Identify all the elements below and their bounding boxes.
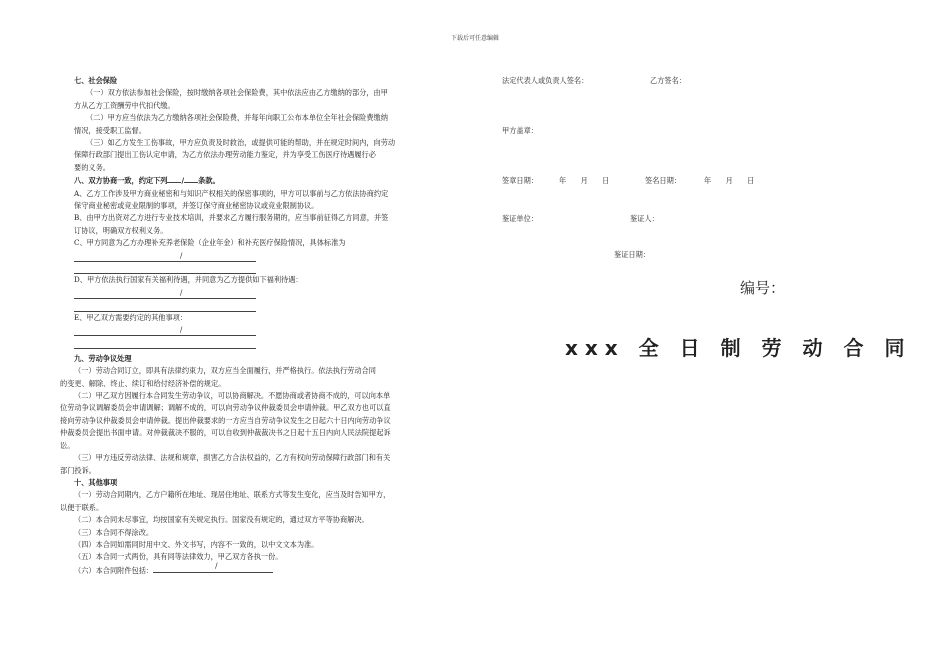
- blank-slash: /: [180, 288, 183, 297]
- clause-text: [60, 561, 448, 577]
- blank-slash: /: [180, 251, 183, 260]
- section-8-title: [60, 174, 448, 187]
- clause-text: （三）如乙方发生工伤事故，甲方应负责及时救治，或提供可能的帮助，并在规定时间内，向劳动: [86, 138, 396, 148]
- clause-text: 位劳动争议调解委员会申请调解；调解不成的，可以向劳动争议仲裁委员会申请仲裁。甲乙双方也可以直: [60, 403, 391, 413]
- contract-clauses: [60, 75, 448, 577]
- clause-text: （一）劳动合同期内，乙方户籍所在地址、现居住地址、联系方式等发生变化，应当及时告知甲方，: [74, 490, 391, 500]
- document-number-label: 编号：: [740, 279, 786, 297]
- seal-date-label: 签章日期：: [502, 176, 538, 185]
- document-title: xxx 全 日 制 劳 动 合 同: [565, 336, 912, 360]
- clause-text: 部门投诉。: [60, 465, 96, 475]
- clause-text: B、由甲方出资对乙方进行专业技术培训，并要求乙方履行服务期的，应当事前征得乙方同意，并签: [74, 213, 389, 223]
- section-9-title: 九、劳动争议处理: [74, 353, 132, 363]
- blank-slash: /: [181, 176, 185, 186]
- blank-slash: /: [215, 561, 218, 571]
- clause-text: 方从乙方工资酬劳中代扣代缴。: [74, 100, 175, 110]
- attachments-field[interactable]: [153, 561, 273, 573]
- rep-signature-label: 法定代表人或负责人签名：: [502, 76, 589, 85]
- verifier-label: 鉴证人：: [630, 214, 659, 223]
- signature-date-label: 签名日期：: [645, 176, 681, 185]
- blank-field[interactable]: [167, 174, 181, 183]
- fill-in-line[interactable]: [74, 299, 256, 311]
- verification-date-label: 鉴证日期：: [614, 250, 650, 259]
- clause-text: 情况，接受职工监督。: [74, 125, 146, 135]
- clause-text: （四）本合同如需同时用中文、外文书写，内容不一致的，以中文文本为准。: [74, 539, 319, 549]
- clause-text: （三）本合同不得涂改。: [74, 527, 154, 537]
- fill-in-line[interactable]: [74, 262, 256, 274]
- clause-text: E、甲乙双方需要约定的其他事项：: [74, 312, 188, 322]
- clause-text: D、甲方依法执行国家有关福利待遇，并同意为乙方提供如下福利待遇：: [74, 275, 303, 285]
- fill-in-line[interactable]: [74, 250, 256, 262]
- clause-text: （三）甲方违反劳动法律、法规和规章，损害乙方合法权益的，乙方有权向劳动保障行政部门和有关: [74, 453, 391, 463]
- clause-text: 以便于联系。: [60, 502, 104, 512]
- clause-text: 保守商业秘密或竞业限制的事项，并签订保守商业秘密协议或竞业限制协议。: [74, 201, 319, 211]
- party-a-seal-label: 甲方盖章：: [502, 126, 538, 135]
- clause-text: （一）劳动合同订立，即具有法律约束力，双方应当全面履行，并严格执行。依法执行劳动合同: [74, 366, 376, 376]
- clause-text: 讼。: [60, 440, 75, 450]
- clause-text: 要的义务。: [74, 162, 110, 172]
- fill-in-line[interactable]: [74, 336, 256, 348]
- attachments-label: （六）本合同附件包括：: [74, 565, 154, 575]
- clause-text: （一）双方依法参加社会保险，按时缴纳各项社会保险费，其中依法应由乙方缴纳的部分，由甲: [86, 88, 388, 98]
- clause-text: （二）甲乙双方因履行本合同发生劳动争议，可以协商解决。不愿协商或者协商不成的，可以向本单: [74, 391, 391, 401]
- section-7-title: 七、社会保险: [74, 76, 118, 85]
- clause-text: 订协议，明确双方权利义务。: [74, 225, 168, 235]
- fill-in-line[interactable]: [74, 324, 256, 336]
- section-8-title-pre: 八、双方协商一致，约定下列: [74, 176, 168, 186]
- party-b-signature-label: 乙方签名：: [650, 76, 686, 85]
- clause-text: （五）本合同一式两份，具有同等法律效力，甲乙双方各执一份。: [74, 552, 283, 562]
- clause-text: 保障行政部门提出工伤认定申请，为乙方依法办理劳动能力鉴定，并为享受工伤医疗待遇履行必: [74, 150, 376, 160]
- blank-slash: /: [180, 326, 183, 335]
- page-header-note: 下载后可任意编辑: [450, 35, 499, 42]
- section-10-title: 十、其他事项: [74, 477, 118, 487]
- seal-date-value: 年 月 日: [559, 176, 610, 185]
- verification-unit-label: 鉴证单位：: [502, 214, 538, 223]
- clause-text: 接向劳动争议仲裁委员会申请仲裁。提出仲裁要求的一方应当自劳动争议发生之日起六十日内向劳动争议: [60, 415, 391, 425]
- clause-text: A、乙方工作涉及甲方商业秘密和与知识产权相关的保密事项的，甲方可以事前与乙方依法协商约定: [74, 188, 389, 198]
- fill-in-line[interactable]: [74, 287, 256, 299]
- clause-text: （二）本合同未尽事宜，均按国家有关规定执行。国家没有规定的，通过双方平等协商解决。: [74, 515, 369, 525]
- clause-text: C、甲方同意为乙方办理补充养老保险（企业年金）和补充医疗保险情况，具体标准为: [74, 238, 346, 248]
- clause-text: 仲裁委员会提出书面申请。对仲裁裁决不服的，可以自收到仲裁裁决书之日起十五日内向人民法院提起诉: [60, 428, 391, 438]
- clause-text: （二）甲方应当依法为乙方缴纳各项社会保险费，并每年向职工公布本单位全年社会保险费缴纳: [86, 113, 388, 123]
- signature-date-value: 年 月 日: [704, 176, 755, 185]
- blank-field[interactable]: [184, 174, 198, 183]
- section-8-title-post: 条款。: [198, 176, 220, 186]
- clause-text: 的变更、解除、终止、续订和给付经济补偿的规定。: [60, 378, 226, 388]
